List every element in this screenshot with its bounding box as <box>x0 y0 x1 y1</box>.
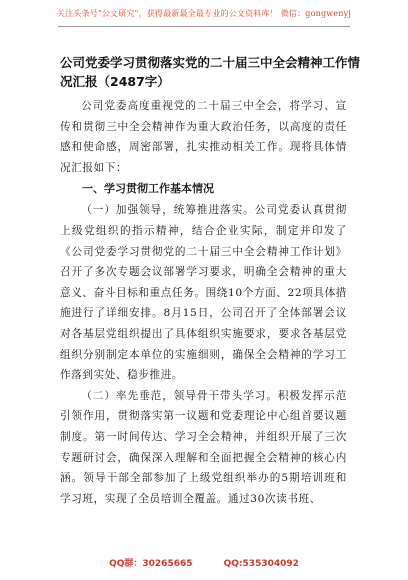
body-paragraph-1: （一）加强领导，统筹推进落实。公司党委认真贯彻上级党组织的指示精神，结合企业实际，制定并印发了《公司党委学习贯彻党的二十届三中全会精神工作计划》召开了多次专题会议部署学习要求，明确全会精神的重大意义、奋斗目标和重点任务。围绕10个方面、22项具体措施进行了详细安排。8月15日，公司召开了全体部署会议对各基层党组织提出了具体组织实施要求，要求各基层党组织分别制定本单位的实施细则，确保全会精神的学习工作落到实处、稳步推进。 <box>60 204 347 382</box>
section-heading: 一、学习贯彻工作基本情况 <box>82 182 214 196</box>
document-title: 公司党委学习贯彻落实党的二十届三中全会精神工作情况汇报（2487字） <box>60 55 361 89</box>
header-banner: 关注头条号"公文研究"，获得最新最全最专业的公文资料库！ 微信：gongwenyj <box>56 9 352 18</box>
document-body <box>60 96 347 509</box>
intro-paragraph: 公司党委高度重视党的二十届三中全会，将学习、宣传和贯彻三中全会精神作为重大政治任务，以高度的责任感和使命感，周密部署，扎实推动相关工作。现将具体情况汇报如下： <box>60 100 347 174</box>
body-paragraph-2: （二）率先垂范，领导骨干带头学习。积极发挥示范引领作用，贯彻落实第一议题和党委理论中心组首要议题制度。第一时间传达、学习全会精神，并组织开展了三次专题研讨会，确保深入理解和全面把握全会精神的核心内涵。领导干部全部参加了上级党组织举办的5期培训班和学习班，实现了全员培训全覆盖。通过30次读书班、 <box>60 389 347 505</box>
footer-qq: QQ:535304092 <box>223 559 299 569</box>
footer <box>0 556 408 569</box>
header-divider <box>58 26 350 27</box>
footer-qq-group: QQ群：30265665 <box>109 559 193 569</box>
